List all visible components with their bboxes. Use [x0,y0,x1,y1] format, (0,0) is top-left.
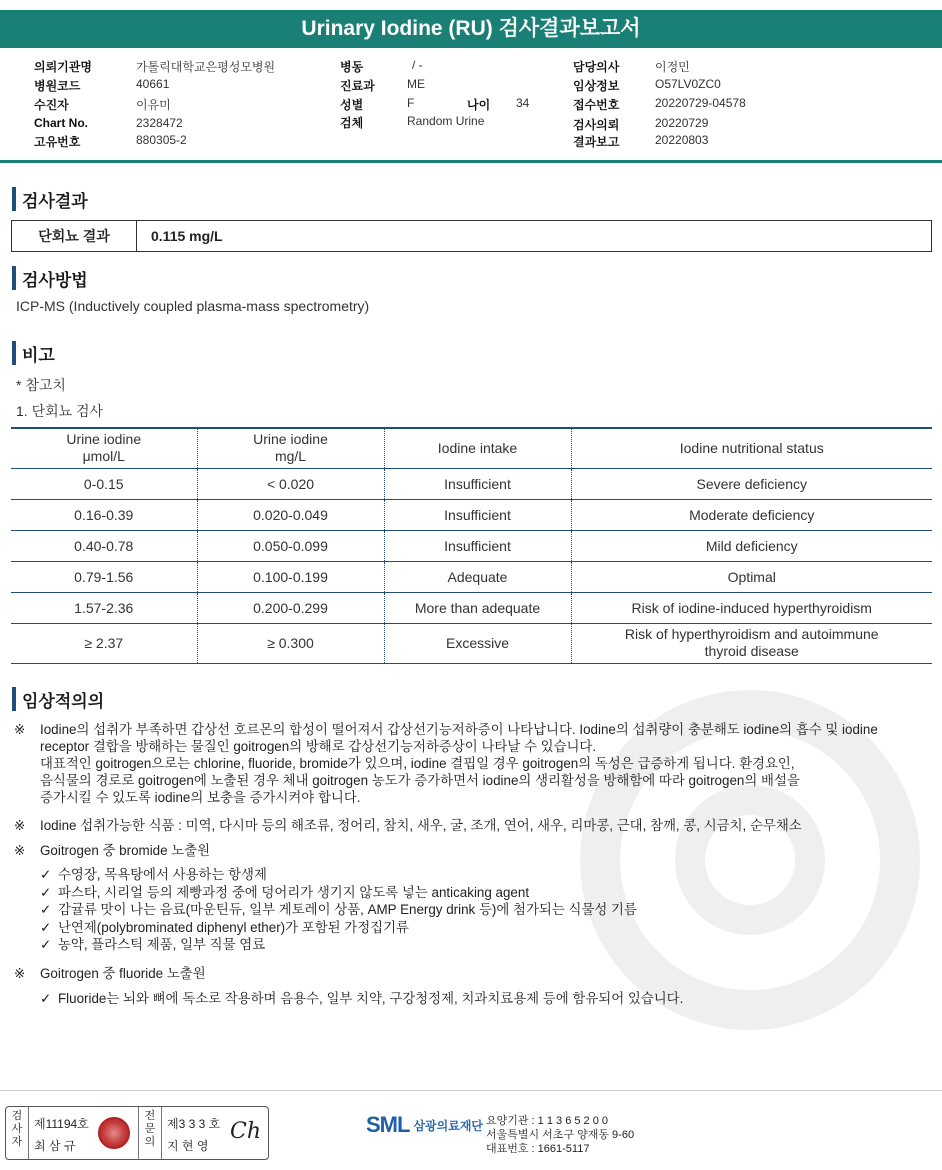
sml-logo [366,1112,483,1138]
list-item: ✓ 난연제(polybrominated diphenyl ether)가 포함된 가정집기류 [40,919,409,935]
text-line: 대표적인 goitrogen으로는 chlorine, fluoride, bromide가 있으며, iodine 결핍일 경우 goitrogen의 독성은 급증하게 됩니다. 환경요인, [40,756,795,771]
info-value: 34 [516,96,530,110]
specialist-vertical-label: 전 문 의 [144,1110,156,1148]
reference-mark: ※ [14,843,26,858]
info-label: 수진자 [34,98,69,112]
text-line: Iodine 섭취가능한 식품 : 미역, 다시마 등의 해조류, 정어리, 참치, 새우, 굴, 조개, 연어, 새우, 리마콩, 근대, 참깨, 콩, 시금치, 순무채소 [40,818,802,833]
info-value: F [407,96,415,110]
divider [28,1107,29,1159]
check-icon: ✓ [40,919,52,935]
info-label: 결과보고 [573,135,620,149]
table-cell: Risk of iodine-induced hyperthyroidism [571,592,932,623]
table-cell: More than adequate [384,592,571,623]
table-cell: 0.16-0.39 [11,499,197,530]
list-item: ✓ 수영장, 목욕탕에서 사용하는 항생제 [40,867,267,882]
list-item: ✓ 감귤류 맛이 나는 음료(마운틴듀, 일부 게토레이 상품, AMP Energy drink 등)에 첨가되는 식물성 기름 [40,902,637,918]
result-label: 단회뇨 결과 [12,221,137,251]
divider [138,1107,139,1159]
paragraph-body [40,721,878,806]
info-value: 20220729 [655,116,709,130]
table-cell: 0.200-0.299 [197,592,384,623]
remarks-section-heading [12,341,55,365]
table-row [11,499,932,530]
table-row [11,468,932,499]
heading-bar [12,341,16,365]
patient-info-block [0,56,942,152]
table-row [11,623,932,663]
text-line: 증가시킬 수 있도록 iodine의 보충을 증가시켜야 합니다. [40,790,361,805]
section-title: 비고 [22,345,55,365]
reference-subnote: 1. 단회뇨 검사 [16,403,104,419]
table-cell: 0.40-0.78 [11,530,197,561]
table-cell: 0.100-0.199 [197,561,384,592]
check-icon: ✓ [40,991,52,1006]
text-line: Goitrogen 중 bromide 노출원 [40,843,211,858]
table-cell: Adequate [384,561,571,592]
address-line: 대표번호 : 1661-5117 [486,1143,590,1155]
reference-note: * 참고치 [16,377,66,393]
logo-mark: SML [366,1112,410,1137]
seal-stamp-icon [98,1117,130,1149]
result-value: 0.115 mg/L [151,228,223,244]
info-label: 나이 [467,98,491,112]
info-label: Chart No. [34,116,88,130]
table-cell: Insufficient [384,530,571,561]
clinical-section-heading [12,687,104,711]
info-label: 검체 [340,116,364,130]
table-row [11,592,932,623]
specialist-license-no: 제3 3 3 호 [167,1117,221,1131]
result-box [11,220,932,252]
info-label: 임상정보 [573,79,620,93]
info-value: 가톨릭대학교은평성모병원 [136,60,276,74]
info-value: ME [407,77,425,91]
info-label: 병원코드 [34,79,81,93]
table-cell: Mild deficiency [571,530,932,561]
table-cell: 0-0.15 [11,468,197,499]
table-cell: Severe deficiency [571,468,932,499]
heading-bar [12,187,16,211]
list-item: ✓ 농약, 플라스틱 제품, 일부 직물 염료 [40,937,266,953]
column-header: Urine iodine μmol/L [11,428,197,468]
section-title: 검사방법 [22,270,88,290]
info-value: 2328472 [136,116,183,130]
check-icon: ✓ [40,902,52,918]
examiner-license-no: 제11194호 [34,1117,89,1131]
info-label: 고유번호 [34,135,81,149]
divider [161,1107,162,1159]
watermark-logo-icon [560,640,940,1080]
section-title: 임상적의의 [22,691,105,711]
info-value: 20220803 [655,133,709,147]
table-cell: Excessive [384,623,571,663]
table-cell: 0.050-0.099 [197,530,384,561]
info-value: Random Urine [407,114,485,128]
method-text: ICP-MS (Inductively coupled plasma-mass spectrometry) [16,298,370,314]
check-icon: ✓ [40,867,52,882]
examiner-vertical-label: 검 사 자 [11,1110,23,1148]
heading-bar [12,266,16,290]
fluoride-list [40,990,683,1008]
clinical-paragraph [14,721,929,809]
method-section-heading [12,266,88,290]
table-cell: 0.79-1.56 [11,561,197,592]
address-line: 서울특별시 서초구 양재동 9-60 [486,1129,635,1141]
column-header: Urine iodine mg/L [197,428,384,468]
info-label: 검사의뢰 [573,118,620,132]
bromide-heading [14,842,929,860]
table-header-row [11,428,932,468]
info-label: 병동 [340,60,364,74]
check-icon: ✓ [40,937,52,953]
specialist-name: 지 현 영 [167,1139,209,1153]
address-line: 요양기관 : 1 1 3 6 5 2 0 0 [486,1115,609,1127]
text-line: 음식물의 경로로 goitrogen에 노출된 경우 체내 goitrogen 농도가 증가하면서 iodine의 생리활성을 방해함에 따라 goitrogen의 배설을 [40,773,800,788]
info-value: / - [412,58,423,72]
table-cell: 1.57-2.36 [11,592,197,623]
text-line: receptor 결합을 방해하는 물질인 goitrogen의 방해로 갑상선기능저하증상이 나타날 수 있습니다. [40,739,597,754]
info-value: O57LV0ZC0 [655,77,721,91]
info-label: 진료과 [340,79,375,93]
heading-bar [12,687,16,711]
info-value: 이유미 [136,98,171,112]
fluoride-heading [14,965,929,983]
footer-address [486,1114,634,1156]
table-cell: ≥ 0.300 [197,623,384,663]
column-header: Iodine nutritional status [571,428,932,468]
info-label: 의뢰기관명 [34,60,92,74]
bromide-list [40,866,637,954]
signature-box [5,1106,269,1160]
list-item: ✓ 파스타, 시리얼 등의 제빵과정 중에 덩어리가 생기지 않도록 넣는 anticaking agent [40,884,530,900]
text-line: Goitrogen 중 fluoride 노출원 [40,966,206,981]
table-row [11,561,932,592]
logo-org-name: 삼광의료재단 [413,1118,484,1133]
info-value: 이정민 [655,60,690,74]
reference-table [11,427,932,664]
report-title: Urinary Iodine (RU) 검사결과보고서 [0,10,942,48]
table-cell: Moderate deficiency [571,499,932,530]
result-section-heading [12,187,88,211]
table-cell: < 0.020 [197,468,384,499]
footer-divider [0,1090,942,1091]
column-header: Iodine intake [384,428,571,468]
table-row [11,530,932,561]
text-line: Iodine의 섭취가 부족하면 갑상선 호르몬의 합성이 떨어져서 갑상선기능저하증이 나타납니다. Iodine의 섭취량이 충분해도 iodine의 흡수 및 iodine [40,722,878,737]
info-label: 담당의사 [573,60,620,74]
table-cell: Insufficient [384,468,571,499]
reference-mark: ※ [14,722,26,737]
check-icon: ✓ [40,884,52,900]
food-sources-line [14,817,929,835]
info-label: 성별 [340,98,364,112]
info-label: 접수번호 [573,98,620,112]
table-cell: Insufficient [384,499,571,530]
list-item: ✓ Fluoride는 뇌와 뼈에 독소로 작용하며 음용수, 일부 치약, 구강청정제, 치과치료용제 등에 함유되어 있습니다. [40,991,684,1006]
table-cell: Optimal [571,561,932,592]
header-divider [0,160,942,163]
info-value: 20220729-04578 [655,96,746,110]
info-value: 40661 [136,77,170,91]
table-cell: ≥ 2.37 [11,623,197,663]
info-value: 880305-2 [136,133,187,147]
table-cell: 0.020-0.049 [197,499,384,530]
reference-mark: ※ [14,818,26,833]
handwritten-signature: Ch [230,1119,262,1144]
section-title: 검사결과 [22,191,88,211]
table-cell: Risk of hyperthyroidism and autoimmune thyroid disease [571,623,932,663]
examiner-name: 최 삼 규 [34,1139,76,1153]
reference-mark: ※ [14,966,26,981]
